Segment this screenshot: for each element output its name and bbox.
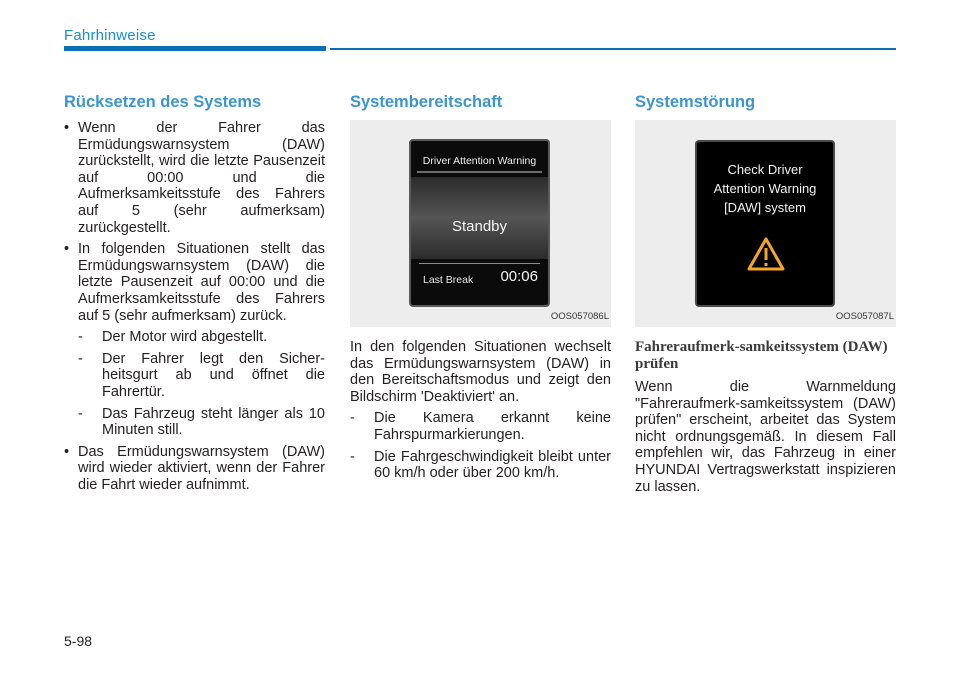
warning-line-3: [DAW] system — [724, 200, 806, 215]
sub-item-text: Der Fahrer legt den Sicher-heitsgurt ab und öffnet die Fahrertür. — [102, 350, 325, 400]
heading-standby: Systembereitschaft — [350, 93, 503, 111]
sub-item-text: Der Motor wird abgestellt. — [102, 329, 268, 346]
figure-standby — [350, 120, 611, 327]
bullet-reset-3: • Das Ermüdungswarnsystem (DAW) wird wieder aktiviert, wenn der Fahrer die Fahrt wieder aufnimmt. — [64, 444, 325, 494]
paragraph-standby: In den folgenden Situationen wechselt das Ermüdungswarnsystem (DAW) in den Bereitschaftsmodus und zeigt den Bildschirm 'Deaktiviert' an. — [350, 339, 611, 405]
bullet-reset-1: • Wenn der Fahrer das Ermüdungswarnsystem (DAW) zurückstellt, wird die letzte Pausenzeit auf 00:00 und die Aufmerksamkeitsstufe des Fahrers auf 5 (sehr aufmerksam) zurückgestellt. — [64, 120, 325, 236]
display-status: Standby — [451, 218, 508, 235]
item-text: Die Kamera erkannt keine Fahrspurmarkierungen. — [374, 410, 611, 443]
bullet-reset-2: • In folgenden Situationen stellt das Ermüdungswarnsystem (DAW) die letzte Pausenzeit auf 00:00 und die Aufmerksamkeitsstufe des Fahrers auf 5 (sehr aufmerksam) zurück. — [64, 241, 325, 324]
figure-malfunction — [635, 120, 896, 327]
heading-malfunction: Systemstörung — [635, 93, 756, 111]
figure-caption: OOS057087L — [835, 311, 894, 323]
warning-line-2: Attention Warning — [713, 181, 817, 196]
cluster-display-warning — [695, 140, 835, 307]
column-reset — [64, 92, 325, 498]
item-text: Die Fahrgeschwindigkeit bleibt unter 60 km/h oder über 200 km/h. — [374, 448, 611, 482]
sub-item-text: Das Fahrzeug steht länger als 10 Minuten still. — [102, 405, 325, 439]
display-last-break-label: Last Break — [423, 274, 474, 286]
display-divider-bottom — [419, 263, 540, 264]
heading-reset: Rücksetzen des Systems — [64, 93, 262, 111]
subheading-check-daw: Fahreraufmerk-samkeitssystem (DAW) prüfen — [635, 339, 888, 372]
header-rule-thin — [330, 48, 896, 50]
page-header-title: Fahrhinweise — [64, 27, 156, 44]
item-no-lane-markings: - Die Kamera erkannt keine Fahrspurmarkierungen. — [350, 410, 611, 443]
display-last-break-time: 00:06 — [500, 268, 538, 285]
display-warning-message — [697, 160, 833, 217]
display-title: Driver Attention Warning — [422, 155, 537, 167]
warning-triangle-icon — [746, 236, 786, 272]
sub-item-seatbelt: - Der Fahrer legt den Sicher-heitsgurt ab und öffnet die Fahrertür. — [78, 350, 325, 400]
figure-caption: OOS057086L — [550, 311, 609, 323]
header-rule-thick — [64, 46, 326, 51]
warning-line-1: Check Driver — [727, 162, 803, 177]
display-divider — [417, 171, 542, 173]
column-standby — [350, 92, 611, 487]
column-malfunction — [635, 92, 896, 500]
page-number: 5-98 — [64, 633, 93, 649]
item-speed-range: - Die Fahrgeschwindigkeit bleibt unter 60 km/h oder über 200 km/h. — [350, 448, 611, 482]
cluster-display-standby — [409, 139, 550, 307]
sub-item-standstill: - Das Fahrzeug steht länger als 10 Minuten still. — [78, 405, 325, 439]
sub-item-engine-off: - Der Motor wird abgestellt. — [78, 329, 268, 346]
paragraph-malfunction: Wenn die Warnmeldung "Fahreraufmerk-samkeitssystem (DAW) prüfen" erscheint, arbeitet das System nicht ordnungsgemäß. In diesem Fall empfehlen wir, das Fahrzeug in einer HYUNDAI Vertragswerkstatt inspizieren zu lassen. — [635, 379, 896, 495]
